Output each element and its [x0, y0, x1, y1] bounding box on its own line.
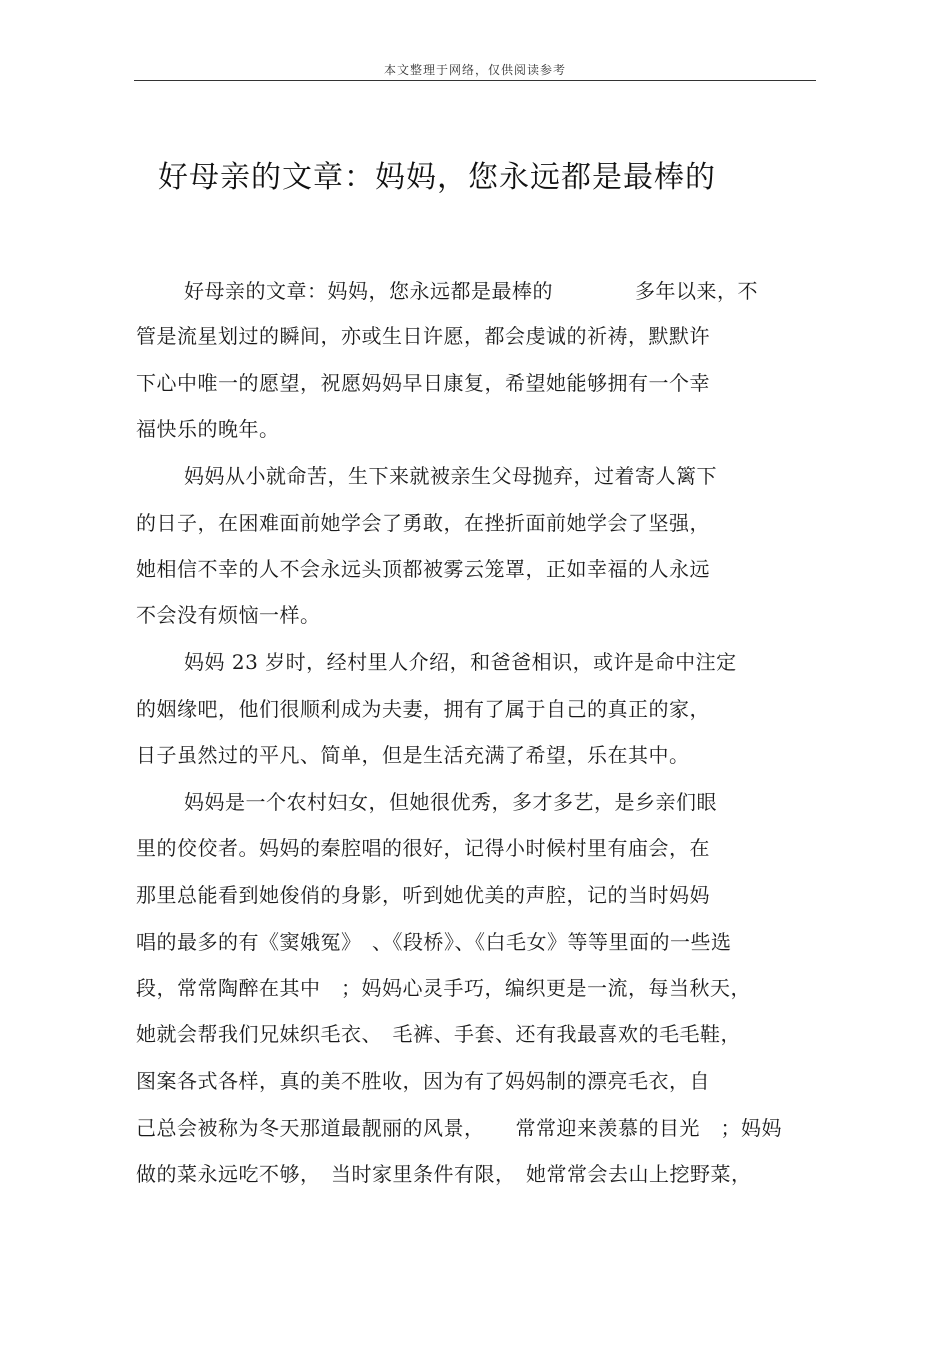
article-title: 好母亲的文章：妈妈，您永远都是最棒的 — [158, 160, 716, 195]
page-header-note: 本文整理于网络，仅供阅读参考 — [383, 63, 566, 77]
body-line: 好母亲的文章：妈妈，您永远都是最棒的 多年以来，不 — [184, 279, 758, 303]
body-line: 段，常常陶醉在其中 ；妈妈心灵手巧，编织更是一流，每当秋天， — [136, 976, 751, 1000]
body-line: 她就会帮我们兄妹织毛衣、 毛裤、手套、还有我最喜欢的毛毛鞋， — [136, 1022, 741, 1046]
header-divider — [134, 80, 816, 81]
body-line: 的姻缘吧，他们很顺利成为夫妻，拥有了属于自己的真正的家， — [136, 697, 710, 721]
body-line: 福快乐的晚年。 — [136, 417, 280, 441]
body-line: 那里总能看到她俊俏的身影，听到她优美的声腔，记的当时妈妈 — [136, 883, 710, 907]
body-line: 唱的最多的有《窦娥冤》 、《段桥》、《白毛女》等等里面的一些选 — [136, 930, 732, 954]
body-line: 里的佼佼者。妈妈的秦腔唱的很好，记得小时候村里有庙会，在 — [136, 836, 710, 860]
body-line: 妈妈从小就命苦，生下来就被亲生父母抛弃，过着寄人篱下 — [184, 464, 717, 488]
body-line: 己总会被称为冬天那道最靓丽的风景， 常常迎来羡慕的目光 ；妈妈 — [136, 1116, 782, 1140]
body-line: 妈妈是一个农村妇女，但她很优秀，多才多艺，是乡亲们眼 — [184, 790, 717, 814]
body-line: 下心中唯一的愿望，祝愿妈妈早日康复，希望她能够拥有一个幸 — [136, 371, 710, 395]
body-line: 的日子，在困难面前她学会了勇敢，在挫折面前她学会了坚强， — [136, 511, 710, 535]
body-line: 不会没有烦恼一样。 — [136, 603, 321, 627]
body-line: 图案各式各样，真的美不胜收，因为有了妈妈制的漂亮毛衣，自 — [136, 1069, 710, 1093]
body-line: 她相信不幸的人不会永远头顶都被雾云笼罩，正如幸福的人永远 — [136, 557, 710, 581]
body-line: 管是流星划过的瞬间，亦或生日许愿，都会虔诚的祈祷，默默许 — [136, 324, 710, 348]
body-line: 日子虽然过的平凡、简单，但是生活充满了希望，乐在其中。 — [136, 743, 690, 767]
body-line: 做的菜永远吃不够， 当时家里条件有限， 她常常会去山上挖野菜， — [136, 1162, 752, 1186]
body-line: 妈妈 23 岁时，经村里人介绍，和爸爸相识，或许是命中注定 — [184, 650, 737, 674]
